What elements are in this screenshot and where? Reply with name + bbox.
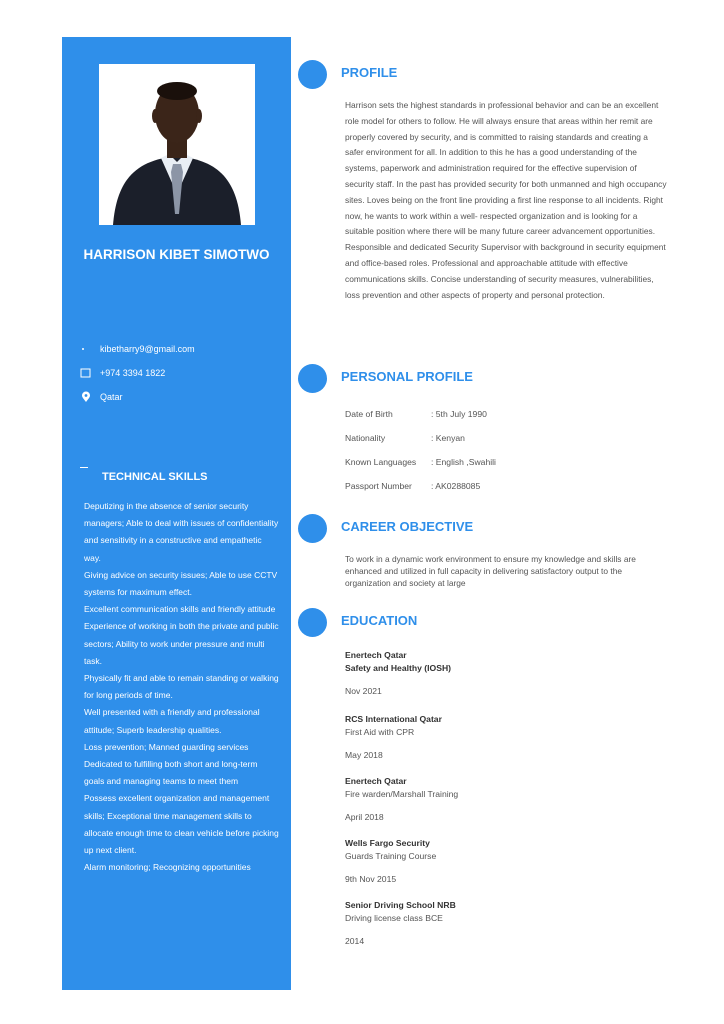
- dash-icon: [80, 467, 88, 468]
- career-objective-heading: CAREER OBJECTIVE: [341, 519, 474, 534]
- education-institution: Enertech Qatar: [345, 650, 407, 660]
- education-course: Fire warden/Marshall Training: [345, 789, 459, 799]
- location-pin-icon: [80, 391, 92, 403]
- skill-item: Excellent communication skills and friendly attitude: [84, 604, 276, 615]
- skill-item: Alarm monitoring; Recognizing opportunities: [84, 862, 251, 873]
- profile-paragraph: Responsible and dedicated Security Supervisor with background in security equipment and office-based roles. Professional and approachable attitude with effective communications skills. Concise understanding of security measures, vulnerabilities, loss prevention and other aspects of property and personal protection.: [345, 242, 666, 300]
- education-course: Safety and Healthy (IOSH): [345, 663, 452, 673]
- profile-dot-icon: [298, 60, 327, 89]
- skill-item: Dedicated to fulfilling both short and long-term goals and managing teams to meet them: [84, 759, 258, 787]
- education-entry: [345, 713, 645, 760]
- education-course: First Aid with CPR: [345, 727, 415, 737]
- education-date: April 2018: [345, 812, 384, 822]
- personal-profile-dot-icon: [298, 364, 327, 393]
- skill-item: Giving advice on security issues; Able to use CCTV systems for maximum effect.: [84, 569, 278, 598]
- contact-location-text: Qatar: [100, 392, 123, 402]
- profile-photo: [99, 64, 255, 225]
- education-entry: [345, 775, 645, 822]
- profile-text: [345, 98, 667, 303]
- candidate-name: HARRISON KIBET SIMOTWO: [83, 247, 270, 262]
- education-date: 9th Nov 2015: [345, 874, 397, 884]
- education-institution: Wells Fargo Security: [345, 838, 430, 848]
- personal-profile-heading: PERSONAL PROFILE: [341, 369, 473, 384]
- contact-phone-text: +974 3394 1822: [100, 368, 166, 378]
- education-entry: [345, 899, 645, 946]
- profile-heading: PROFILE: [341, 65, 398, 80]
- skill-item: Loss prevention; Manned guarding services: [84, 741, 249, 752]
- education-course: Driving license class BCE: [345, 913, 443, 923]
- contact-email-text: kibetharry9@gmail.com: [100, 344, 195, 354]
- education-dot-icon: [298, 608, 327, 637]
- skill-item: Deputizing in the absence of senior security managers; Able to deal with issues of confidentiality and sensitivity in a constructive and empathetic way.: [84, 501, 279, 563]
- education-date: Nov 2021: [345, 686, 382, 696]
- education-date: 2014: [345, 936, 365, 946]
- education-institution: Enertech Qatar: [345, 776, 407, 786]
- skill-item: Physically fit and able to remain standing or walking for long periods of time.: [84, 673, 279, 701]
- education-institution: RCS International Qatar: [345, 714, 442, 724]
- phone-icon: [80, 367, 92, 379]
- sidebar: HARRISON KIBET SIMOTWO kibetharry9@gmail.com +974 3394 1822 Qatar TECHNICAL SKILLS Deputizing in the absence of senior security managers; Able to deal with issues of confidentiality and sensitivity in a constructive and empathetic way. Giving advice on security issues; Able to use CCTV systems for maximum effect. Excellent communication skills and friendly attitude Experience of working in both the private and public sectors; Ability to work under pressure and multi task. Physically fit and able to remain standing or walking for long periods of time. Well presented with a friendly and professional attitude; Superb leadership qualities. Loss prevention; Manned guarding services Dedicated to fulfilling both short and long-term goals and managing teams to meet them Possess excellent organization and management skills; Exceptional time management skills to allocate enough time to clean vehicle before picking up next client. Alarm monitoring; Recognizing opportunities: [62, 37, 291, 990]
- skill-item: Experience of working in both the private and public sectors; Ability to work under pressure and multi task.: [84, 621, 279, 666]
- technical-skills-list: [84, 498, 280, 876]
- education-heading: EDUCATION: [341, 613, 418, 628]
- education-institution: Senior Driving School NRB: [345, 900, 456, 910]
- profile-paragraph: Harrison sets the highest standards in professional behavior and can be an excellent role model for others to follow. He will always ensure that areas within her remit are properly covered by security, and is committed to raising standards and creating a safer environment for all. In addition to this he has a good understanding of the systems, paperwork and administration required for the effective supervision of security staff. In the past has provided security for both unmanned and high occupancy sites. Loves being on the front line providing a first line response to all incidents. Right now, he wants to work within a well- respected organization and is looking for a suitable position where there will be many future career advancement opportunities.: [345, 100, 667, 237]
- education-entry: [345, 837, 645, 884]
- envelope-icon: [80, 343, 92, 355]
- career-objective-text: To work in a dynamic work environment to ensure my knowledge and skills are enhanced and utilized in full capacity in delivering satisfactory output to the organization and society at large: [345, 554, 636, 588]
- skill-item: Possess excellent organization and management skills; Exceptional time management skills to allocate enough time to clean vehicle before picking up next client.: [84, 793, 279, 856]
- career-objective-dot-icon: [298, 514, 327, 543]
- education-entry: [345, 649, 645, 696]
- education-date: May 2018: [345, 750, 383, 760]
- skill-item: Well presented with a friendly and professional attitude; Superb leadership qualities.: [84, 707, 260, 735]
- education-course: Guards Training Course: [345, 851, 437, 861]
